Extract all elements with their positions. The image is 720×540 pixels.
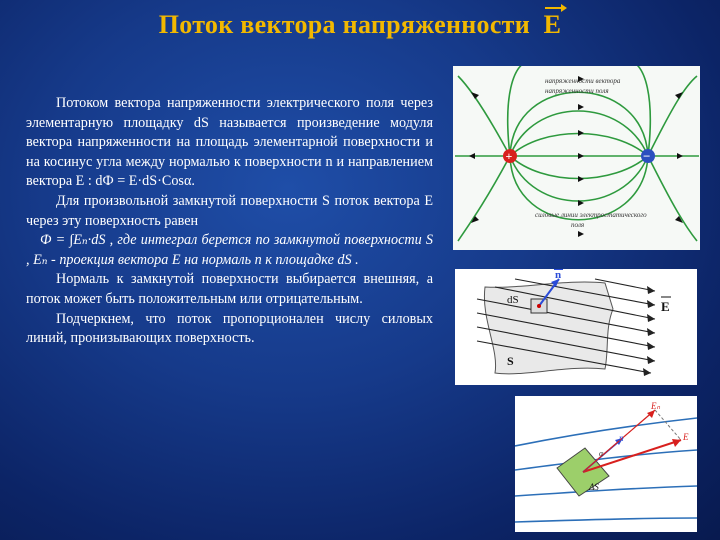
dipole-field-figure <box>453 66 700 250</box>
dipole-field-svg <box>453 66 700 250</box>
fig1-caption-bottom-1: силовые линии электростатического <box>535 211 647 219</box>
projection-svg <box>515 396 697 532</box>
title-text: Поток вектора напряженности <box>158 10 531 39</box>
label-alpha: α <box>599 449 604 458</box>
surface-flux-svg <box>455 269 697 385</box>
label-dS: dS <box>507 294 519 306</box>
fig1-caption-bottom-2: поля <box>571 221 585 229</box>
paragraph-closed-surface: Для произвольной замкнутой поверхности S поток вектора E через эту поверхность равен <box>26 192 433 229</box>
label-E: E <box>661 299 670 314</box>
body-text <box>26 94 433 349</box>
fig1-caption-top-2: напряженности поля <box>545 87 609 95</box>
label-n: n <box>555 269 562 281</box>
title-vector-E: E <box>543 10 562 39</box>
label-En: Eₙ <box>651 401 661 411</box>
paragraph-normal: Нормаль к замкнутой поверхности выбирается внешняя, а поток может быть положительным или отрицательным. <box>26 271 433 307</box>
label-E-fig3: E <box>683 432 689 442</box>
negative-charge <box>641 149 655 164</box>
paragraph-integral: Ф = ∫Eₙ·dS , где интеграл берется по замкнутой поверхности S , Eₙ - проекция вектора E на нормаль n к площадке dS . <box>26 232 433 268</box>
label-n-fig3: n <box>619 433 624 443</box>
positive-charge <box>503 149 517 163</box>
paragraph-proportional: Подчеркнем, что поток пропорционален числу силовых линий, пронизывающих поверхность. <box>26 310 433 347</box>
positive-sign: + <box>505 149 513 163</box>
paragraph-definition: Потоком вектора напряженности электрического поля через элементарную площадку dS называется произведение модуля вектора напряженности на площадь элементарной поверхности и на косинус угла между нормалью к поверхности n и направлением вектора E : dФ = E·dS·Cosα. <box>26 95 433 190</box>
surface-flux-figure <box>455 269 697 385</box>
projection-figure <box>515 396 697 532</box>
label-S: S <box>507 354 514 368</box>
fig1-caption-top-1: напряженности вектора <box>545 77 621 85</box>
negative-sign: − <box>643 148 651 164</box>
slide-title <box>0 10 720 40</box>
label-delta-S: ΔS <box>589 482 599 492</box>
